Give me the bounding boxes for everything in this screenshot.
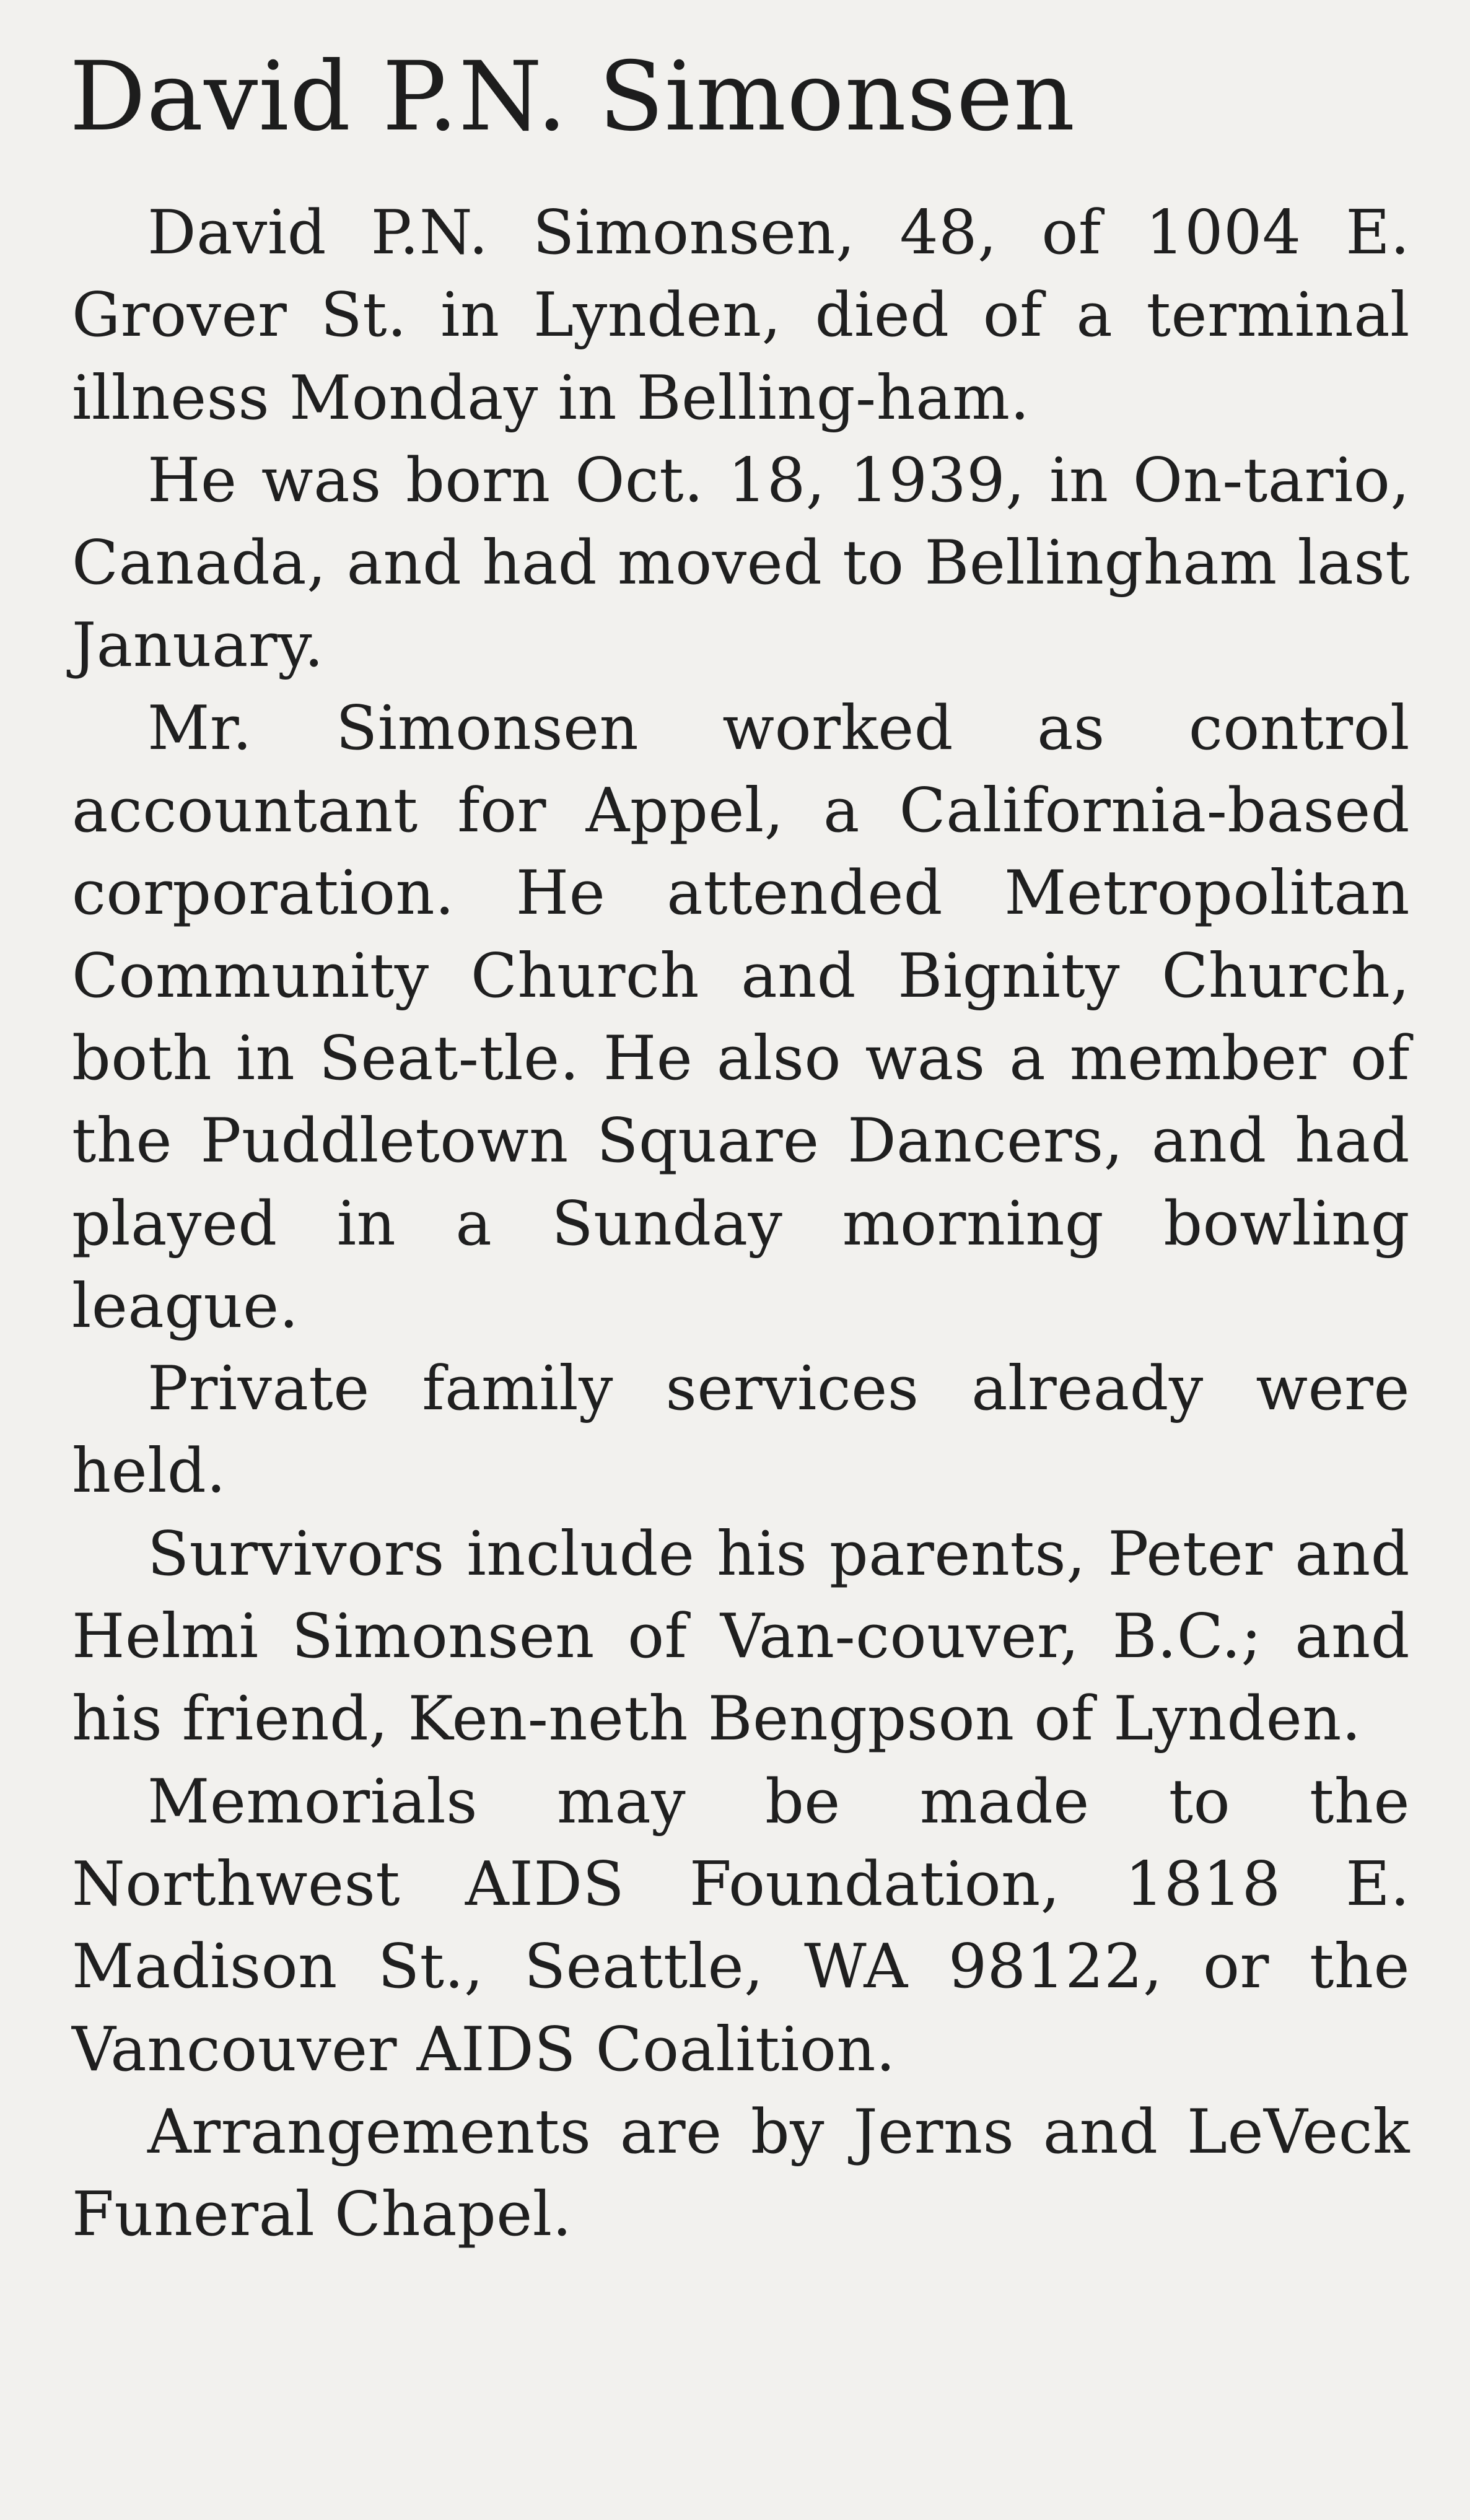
paragraph-birth: He was born Oct. 18, 1939, in On-tario, Canada, and had moved to Bellingham last January. xyxy=(72,445,1410,681)
paragraph-arrangements: Arrangements are by Jerns and LeVeck Funeral Chapel. xyxy=(72,2096,1410,2251)
paragraph-services: Private family services already were held. xyxy=(72,1354,1410,1507)
paragraph-survivors: Survivors include his parents, Peter and Helmi Simonsen of Van-couver, B.C.; and his friend, Ken-neth Bengpson of Lynden. xyxy=(72,1518,1410,1755)
obituary-body xyxy=(72,192,1410,2256)
obituary-headline: David P.N. Simonsen xyxy=(69,42,1076,152)
paragraph-memorials: Memorials may be made to the Northwest AIDS Foundation, 1818 E. Madison St., Seattle, WA 98122, or the Vancouver AIDS Coalition. xyxy=(72,1766,1410,2085)
paragraph-career: Mr. Simonsen worked as control accountant for Appel, a California-based corporation. He attended Metropolitan Community Church and Bignity Church, both in Seat-tle. He also was a member of the Puddletown Square Dancers, and had played in a Sunday morning bowling league. xyxy=(72,693,1410,1342)
paragraph-death-notice: David P.N. Simonsen, 48, of 1004 E. Grover St. in Lynden, died of a terminal illness Monday in Belling-ham. xyxy=(72,198,1410,434)
